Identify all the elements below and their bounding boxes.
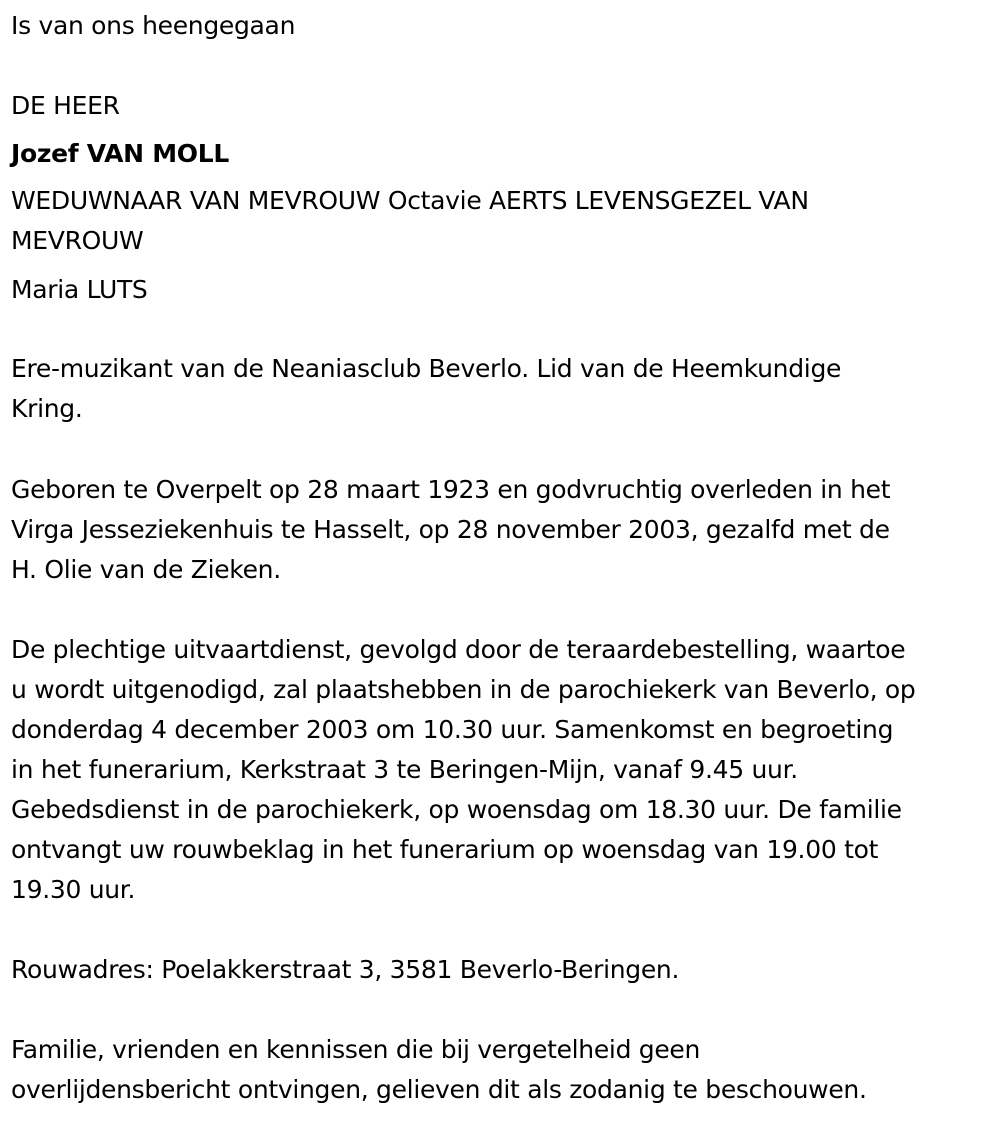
ceremony-line-3: donderdag 4 december 2003 om 10.30 uur. Samenkomst en begroeting — [11, 715, 894, 744]
ceremony-line-5: Gebedsdienst in de parochiekerk, op woensdag om 18.30 uur. De familie — [11, 795, 902, 824]
closing-line-2: overlijdensbericht ontvingen, gelieven dit als zodanig te beschouwen. — [11, 1075, 867, 1104]
relation-line-1: WEDUWNAAR VAN MEVROUW Octavie AERTS LEVENSGEZEL VAN — [11, 186, 809, 215]
ceremony-line-6: ontvangt uw rouwbeklag in het funerarium op woensdag van 19.00 tot — [11, 835, 879, 864]
title-prefix: DE HEER — [11, 91, 120, 120]
ceremony-line-7: 19.30 uur. — [11, 875, 136, 904]
relation-line-3: Maria LUTS — [11, 275, 148, 304]
ceremony-line-2: u wordt uitgenodigd, zal plaatshebben in de parochiekerk van Beverlo, op — [11, 675, 916, 704]
mourning-address: Rouwadres: Poelakkerstraat 3, 3581 Beverlo-Beringen. — [11, 955, 680, 984]
deceased-name: Jozef VAN MOLL — [11, 139, 229, 168]
birth-death-line-1: Geboren te Overpelt op 28 maart 1923 en godvruchtig overleden in het — [11, 475, 891, 504]
intro-text: Is van ons heengegaan — [11, 11, 296, 40]
ceremony-line-1: De plechtige uitvaartdienst, gevolgd door de teraardebestelling, waartoe — [11, 635, 906, 664]
closing-line-1: Familie, vrienden en kennissen die bij vergetelheid geen — [11, 1035, 701, 1064]
birth-death-line-2: Virga Jesseziekenhuis te Hasselt, op 28 november 2003, gezalfd met de — [11, 515, 890, 544]
birth-death-line-3: H. Olie van de Zieken. — [11, 555, 281, 584]
memberships-line-2: Kring. — [11, 394, 83, 423]
relation-line-2: MEVROUW — [11, 226, 144, 255]
ceremony-line-4: in het funerarium, Kerkstraat 3 te Beringen-Mijn, vanaf 9.45 uur. — [11, 755, 798, 784]
memberships-line-1: Ere-muzikant van de Neaniasclub Beverlo. Lid van de Heemkundige — [11, 354, 842, 383]
